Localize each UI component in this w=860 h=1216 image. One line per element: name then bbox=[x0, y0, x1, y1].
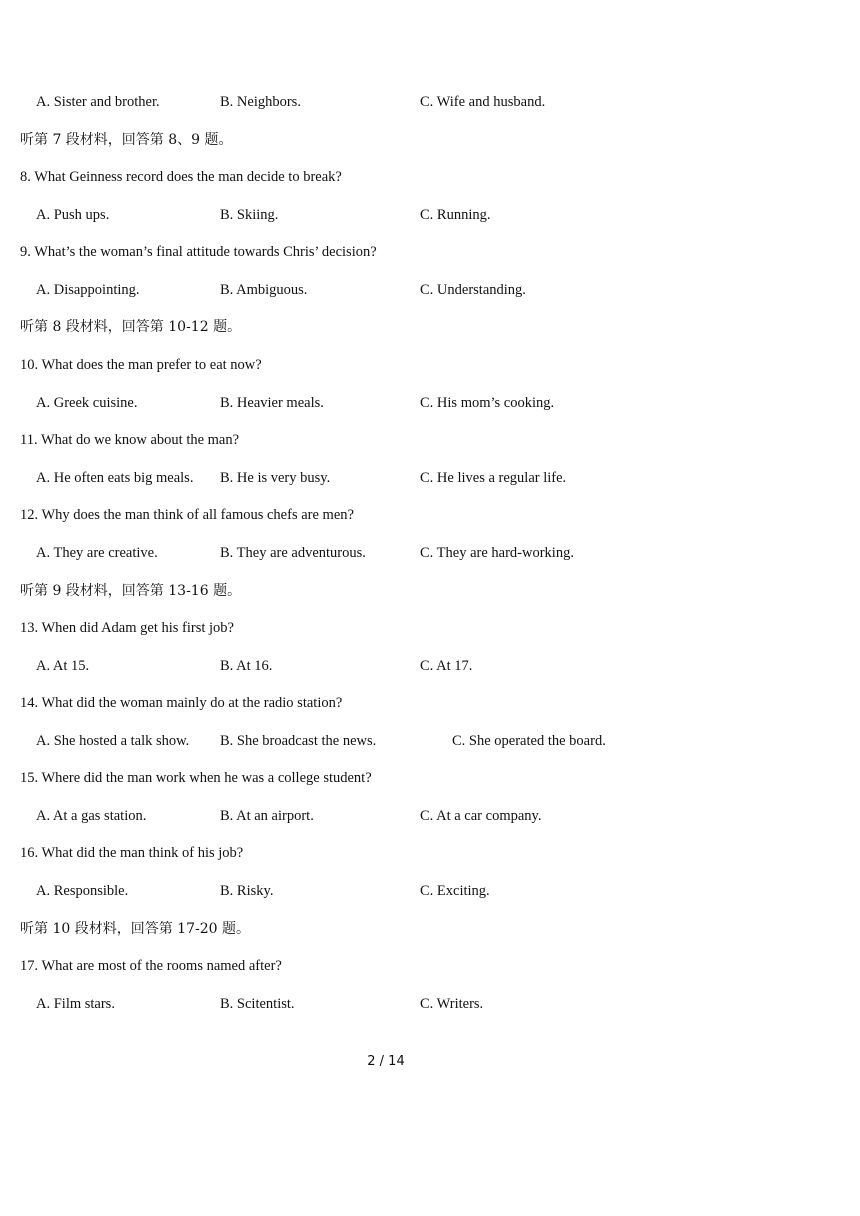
q17-option-c: C. Writers. bbox=[420, 996, 484, 1012]
q11-option-c: C. He lives a regular life. bbox=[420, 470, 567, 486]
q16-options bbox=[0, 880, 860, 902]
q9-option-b: B. Ambiguous. bbox=[220, 282, 308, 298]
section-heading-9 bbox=[0, 580, 860, 602]
q9-option-c: C. Understanding. bbox=[420, 282, 526, 298]
question-13 bbox=[0, 617, 860, 639]
section-heading-8 bbox=[0, 316, 860, 338]
page-number: 2 / 14 bbox=[367, 1054, 405, 1069]
q16-stem: 16. What did the man think of his job? bbox=[20, 845, 244, 861]
q8-option-a: A. Push ups. bbox=[36, 207, 110, 223]
q8-stem: 8. What Geinness record does the man decide to break? bbox=[20, 169, 342, 185]
q12-options bbox=[0, 542, 860, 564]
q17-stem: 17. What are most of the rooms named after? bbox=[20, 958, 282, 974]
section-9-text: 听第 9 段材料，回答第 13-16 题。 bbox=[20, 583, 242, 599]
q8-option-c: C. Running. bbox=[420, 207, 491, 223]
q12-option-a: A. They are creative. bbox=[36, 545, 158, 561]
question-12 bbox=[0, 504, 860, 526]
q12-option-b: B. They are adventurous. bbox=[220, 545, 366, 561]
question-9 bbox=[0, 241, 860, 263]
q10-option-c: C. His mom’s cooking. bbox=[420, 395, 555, 411]
section-heading-10 bbox=[0, 918, 860, 940]
q7-options bbox=[0, 91, 860, 113]
q8-option-b: B. Skiing. bbox=[220, 207, 279, 223]
q10-option-a: A. Greek cuisine. bbox=[36, 395, 138, 411]
q11-stem: 11. What do we know about the man? bbox=[20, 432, 240, 448]
section-heading-7 bbox=[0, 129, 860, 151]
q10-options bbox=[0, 392, 860, 414]
q14-option-b: B. She broadcast the news. bbox=[220, 733, 377, 749]
q13-option-c: C. At 17. bbox=[420, 658, 473, 674]
q9-option-a: A. Disappointing. bbox=[36, 282, 140, 298]
question-16 bbox=[0, 842, 860, 864]
q11-option-a: A. He often eats big meals. bbox=[36, 470, 194, 486]
q14-options bbox=[0, 730, 860, 752]
q8-options bbox=[0, 204, 860, 226]
q16-option-b: B. Risky. bbox=[220, 883, 274, 899]
q11-option-b: B. He is very busy. bbox=[220, 470, 331, 486]
q14-option-a: A. She hosted a talk show. bbox=[36, 733, 190, 749]
section-8-text: 听第 8 段材料，回答第 10-12 题。 bbox=[20, 319, 242, 335]
q13-option-b: B. At 16. bbox=[220, 658, 273, 674]
q13-option-a: A. At 15. bbox=[36, 658, 90, 674]
q14-option-c: C. She operated the board. bbox=[452, 733, 606, 749]
section-7-text: 听第 7 段材料，回答第 8、9 题。 bbox=[20, 132, 233, 148]
q9-options bbox=[0, 279, 860, 301]
q15-option-c: C. At a car company. bbox=[420, 808, 542, 824]
section-10-text: 听第 10 段材料，回答第 17-20 题。 bbox=[20, 921, 250, 937]
q7-option-c: C. Wife and husband. bbox=[420, 94, 546, 110]
q10-stem: 10. What does the man prefer to eat now? bbox=[20, 357, 262, 373]
q12-option-c: C. They are hard-working. bbox=[420, 545, 574, 561]
q13-options bbox=[0, 655, 860, 677]
q15-options bbox=[0, 805, 860, 827]
question-11 bbox=[0, 429, 860, 451]
q17-option-b: B. Scitentist. bbox=[220, 996, 295, 1012]
question-17 bbox=[0, 955, 860, 977]
question-15 bbox=[0, 767, 860, 789]
q11-options bbox=[0, 467, 860, 489]
question-10 bbox=[0, 354, 860, 376]
q17-options bbox=[0, 993, 860, 1015]
q16-option-c: C. Exciting. bbox=[420, 883, 490, 899]
q14-stem: 14. What did the woman mainly do at the radio station? bbox=[20, 695, 343, 711]
q12-stem: 12. Why does the man think of all famous chefs are men? bbox=[20, 507, 354, 523]
q13-stem: 13. When did Adam get his first job? bbox=[20, 620, 234, 636]
q9-stem: 9. What’s the woman’s final attitude towards Chris’ decision? bbox=[20, 244, 377, 260]
q15-option-b: B. At an airport. bbox=[220, 808, 314, 824]
question-8 bbox=[0, 166, 860, 188]
q17-option-a: A. Film stars. bbox=[36, 996, 115, 1012]
question-14 bbox=[0, 692, 860, 714]
q15-option-a: A. At a gas station. bbox=[36, 808, 147, 824]
q16-option-a: A. Responsible. bbox=[36, 883, 129, 899]
q15-stem: 15. Where did the man work when he was a college student? bbox=[20, 770, 372, 786]
q7-option-b: B. Neighbors. bbox=[220, 94, 301, 110]
q7-option-a: A. Sister and brother. bbox=[36, 94, 160, 110]
q10-option-b: B. Heavier meals. bbox=[220, 395, 324, 411]
